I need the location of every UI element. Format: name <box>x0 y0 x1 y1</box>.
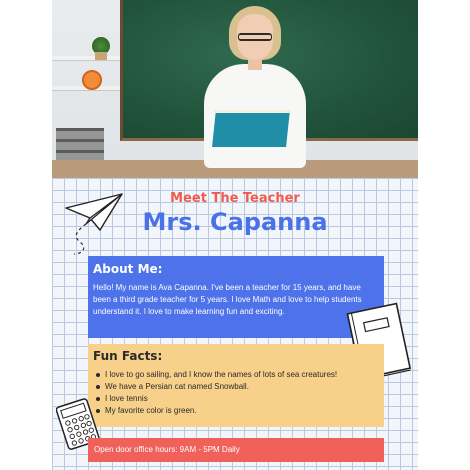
list-item: I love to go sailing, and I know the names of lots of sea creatures! <box>105 369 378 381</box>
list-item: We have a Persian cat named Snowball. <box>105 381 378 393</box>
about-heading: About Me: <box>93 262 163 276</box>
office-hours-banner: Open door office hours: 9AM - 5PM Daily <box>88 438 384 462</box>
shelf <box>52 56 122 61</box>
about-text: Hello! My name is Ava Capanna. I've been a teacher for 15 years, and have been a third grade teacher for 5 years. I love Math and love to help students understand it. I love to make learning fun and exciting. <box>93 283 362 316</box>
subtitle: Meet The Teacher <box>170 191 300 206</box>
fun-facts-heading: Fun Facts: <box>93 349 163 363</box>
list-item: I love tennis <box>105 393 378 405</box>
glasses-icon <box>238 33 272 41</box>
fun-facts-section <box>88 344 384 427</box>
pot-icon <box>95 52 107 60</box>
list-item: My favorite color is green. <box>105 405 378 417</box>
open-book <box>212 110 290 147</box>
teacher-photo <box>52 0 418 178</box>
fun-facts-list <box>93 369 378 417</box>
teacher-name: Mrs. Capanna <box>142 208 328 236</box>
clock-icon <box>82 70 102 90</box>
about-me-section <box>88 256 384 338</box>
